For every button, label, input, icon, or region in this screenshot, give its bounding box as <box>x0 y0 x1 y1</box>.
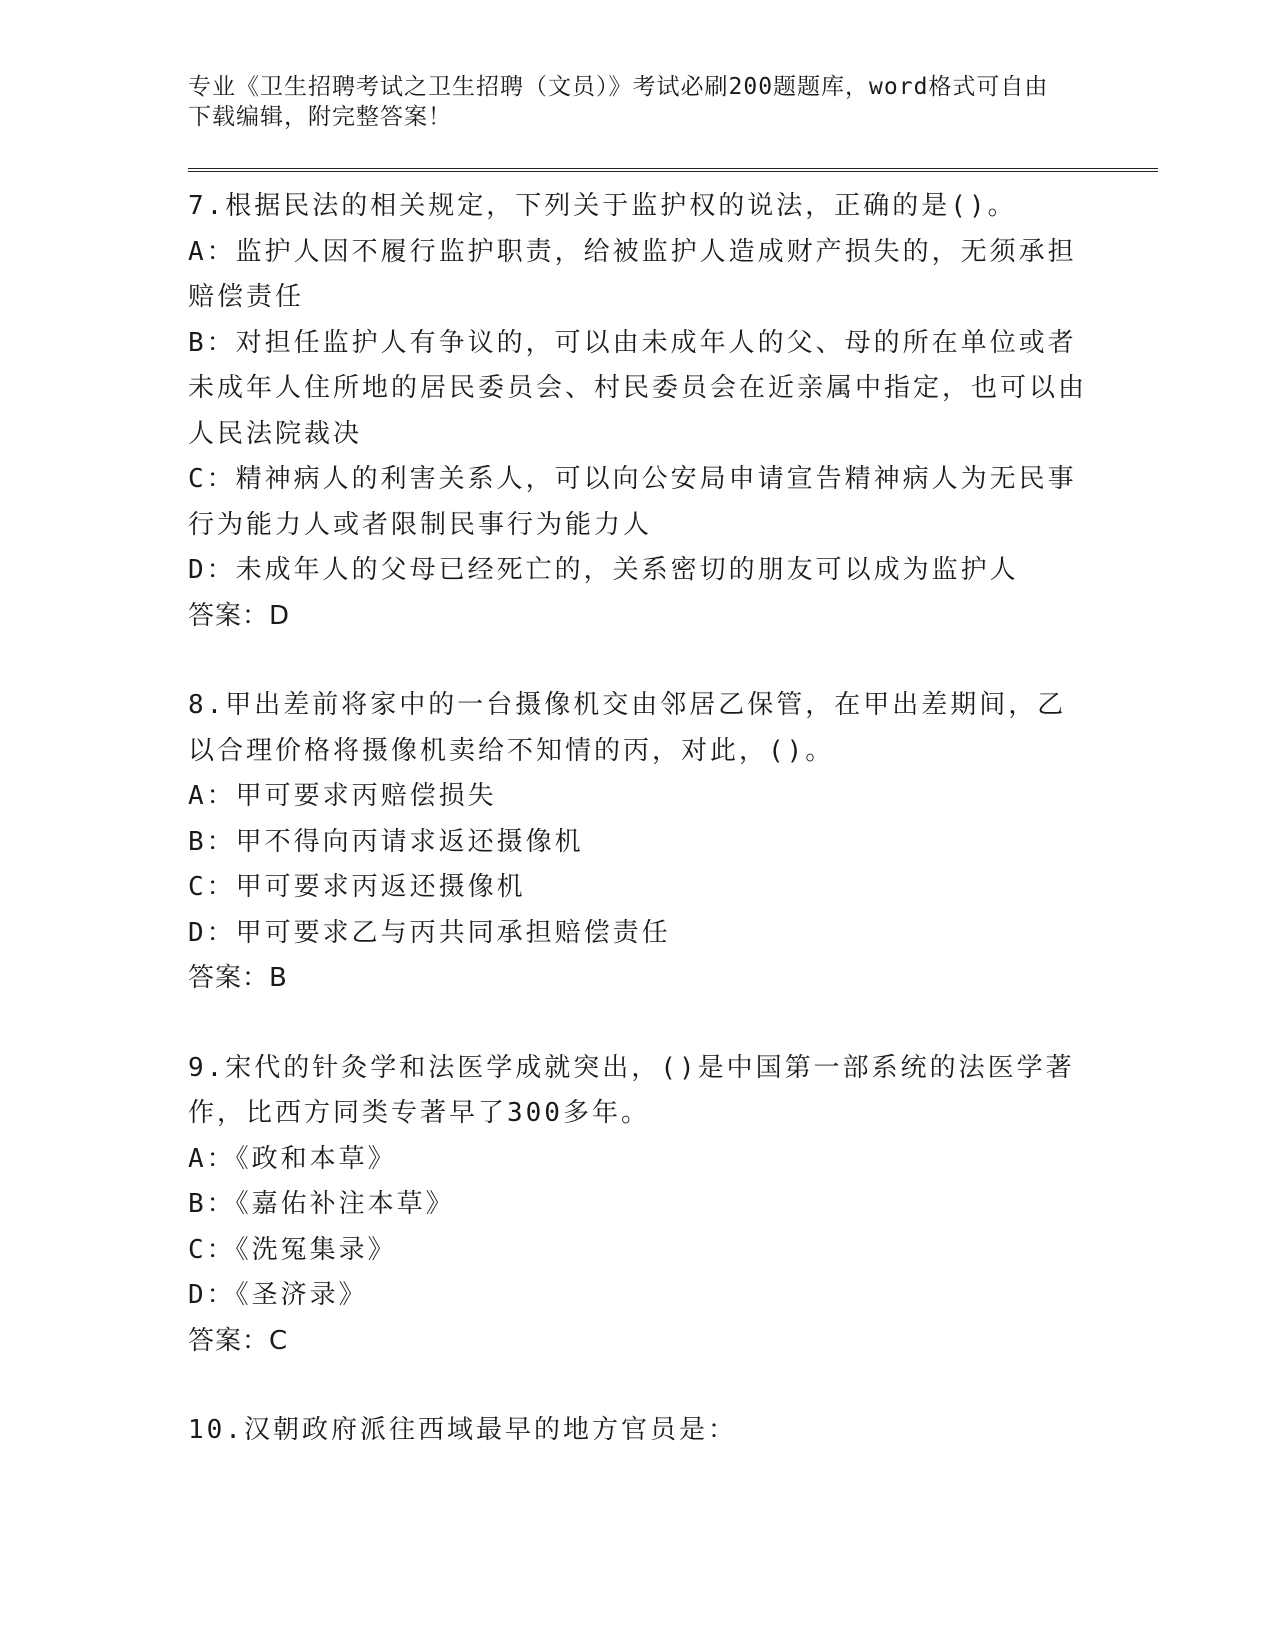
question-8 <box>188 683 1158 1002</box>
option-b: B：《嘉佑补注本草》 <box>188 1189 455 1219</box>
answer: 答案：D <box>188 600 291 631</box>
question-list <box>188 184 1158 1454</box>
question-stem: 9.宋代的针灸学和法医学成就突出，()是中国第一部系统的法医学著作，比西方同类专著早了300多年。 <box>188 1052 1075 1128</box>
option-c: C：《洗冤集录》 <box>188 1234 397 1265</box>
option-c: C：精神病人的利害关系人，可以向公安局申请宣告精神病人为无民事行为能力人或者限制民事行为能力人 <box>188 464 1077 540</box>
option-a: A：监护人因不履行监护职责，给被监护人造成财产损失的，无须承担赔偿责任 <box>188 236 1077 312</box>
option-d: D：未成年人的父母已经死亡的，关系密切的朋友可以成为监护人 <box>188 555 1019 585</box>
option-b: B：对担任监护人有争议的，可以由未成年人的父、母的所在单位或者未成年人住所地的居民委员会、村民委员会在近亲属中指定，也可以由人民法院裁决 <box>188 327 1088 449</box>
question-stem: 8.甲出差前将家中的一台摄像机交由邻居乙保管，在甲出差期间，乙以合理价格将摄像机卖给不知情的丙，对此，()。 <box>188 690 1067 766</box>
document-page <box>188 72 1158 1498</box>
answer: 答案：B <box>188 963 288 993</box>
question-stem: 7.根据民法的相关规定，下列关于监护权的说法，正确的是()。 <box>188 191 1017 221</box>
option-a: A：甲可要求丙赔偿损失 <box>188 781 497 811</box>
document-header: 专业《卫生招聘考试之卫生招聘（文员）》考试必刷200题题库，word格式可自由下载编辑，附完整答案！ <box>188 74 1049 130</box>
option-d: D：《圣济录》 <box>188 1280 368 1310</box>
question-9 <box>188 1046 1158 1365</box>
header-double-rule <box>188 168 1158 172</box>
option-a: A：《政和本草》 <box>188 1143 397 1174</box>
option-c: C：甲可要求丙返还摄像机 <box>188 872 526 902</box>
answer: 答案：C <box>188 1325 289 1356</box>
question-7 <box>188 184 1158 639</box>
question-10 <box>188 1408 1158 1454</box>
option-b: B：甲不得向丙请求返还摄像机 <box>188 826 584 857</box>
option-d: D：甲可要求乙与丙共同承担赔偿责任 <box>188 917 671 948</box>
question-stem: 10.汉朝政府派往西域最早的地方官员是： <box>188 1415 737 1445</box>
